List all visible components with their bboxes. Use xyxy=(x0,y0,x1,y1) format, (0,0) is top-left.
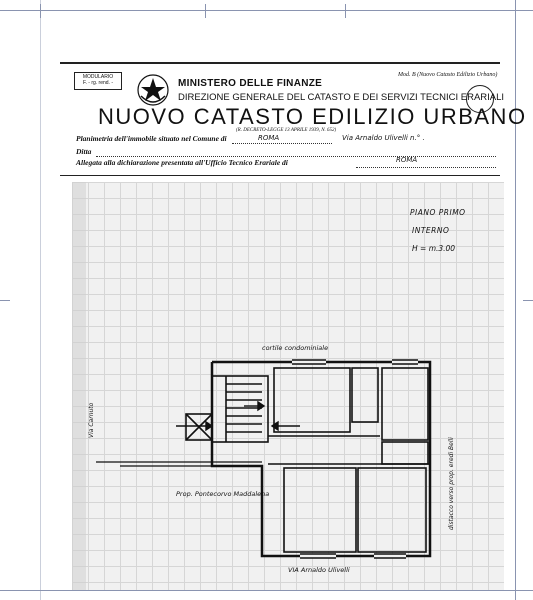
cortile-label: cortile condominiale xyxy=(262,344,329,352)
access-line xyxy=(96,462,262,466)
via-left-label: Via Carnuto xyxy=(88,402,95,438)
comune-value: ROMA xyxy=(258,134,280,142)
interno-label: INTERNO xyxy=(412,226,450,235)
altezza-label: H = m.3.00 xyxy=(412,244,456,253)
outer-walls xyxy=(212,362,430,556)
via-label: Via Arnaldo Ulivelli n.° . xyxy=(342,134,425,142)
modulario-box: MODULARIO F. - rg. rend. - xyxy=(74,72,122,90)
interior-walls xyxy=(186,360,430,558)
mod-b-label: Mod. B (Nuovo Catasto Edilizio Urbano) xyxy=(398,72,498,78)
prop-left-label: Prop. Pontecorvo Maddalena xyxy=(176,490,270,498)
ufficio-value: ROMA xyxy=(396,156,418,164)
allegata-label: Allegata alla dichiarazione presentata all'Ufficio Tecnico Erariale di xyxy=(76,158,288,167)
decree-reference: (R. DECRETO-LEGGE 13 APRILE 1939, N. 652) xyxy=(236,128,337,133)
document-title: NUOVO CATASTO EDILIZIO URBANO xyxy=(98,104,527,129)
piano-label: PIANO PRIMO xyxy=(410,208,466,217)
planimetria-label: Planimetria dell'immobile situato nel Comune di xyxy=(76,134,227,143)
via-bottom-label: VIA Arnaldo Ulivelli xyxy=(288,566,350,574)
directorate-name: DIREZIONE GENERALE DEL CATASTO E DEI SERVIZI TECNICI ERARIALI xyxy=(178,92,505,103)
ditta-label: Ditta xyxy=(76,147,92,156)
ministry-name: MINISTERO DELLE FINANZE xyxy=(178,78,323,89)
distacco-label: distacco verso prop. eredi Belli xyxy=(448,437,455,530)
